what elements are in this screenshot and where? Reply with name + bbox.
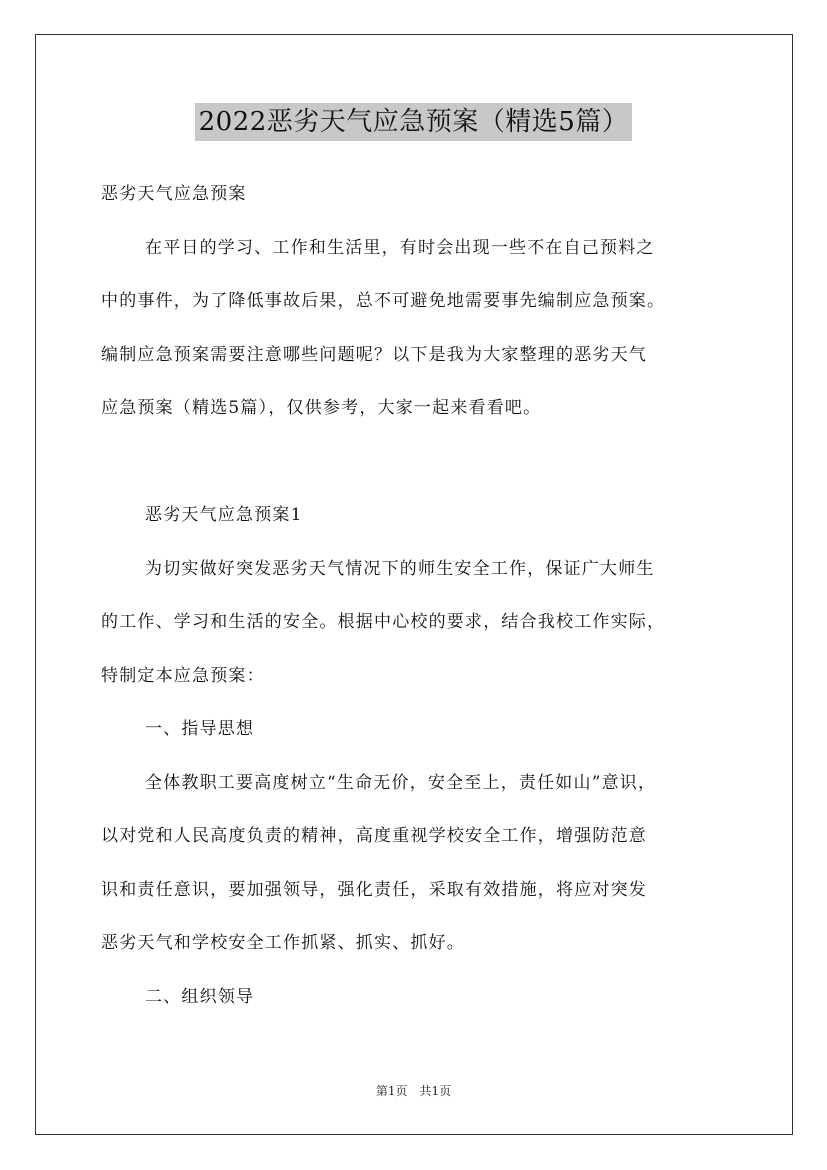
intro-heading: 恶劣天气应急预案 [101,184,247,204]
paragraph-line: 全体教职工要高度树立“生命无价，安全至上，责任如山”意识， [145,772,657,793]
paragraph-line: 应急预案（精选5篇），仅供参考，大家一起来看看吧。 [101,398,542,418]
paragraph-line: 恶劣天气和学校安全工作抓紧、抓实、抓好。 [101,933,465,953]
subsection-heading-organization: 二、组织领导 [145,986,255,1007]
paragraph-line: 特制定本应急预案： [101,665,265,686]
paragraph-line: 编制应急预案需要注意哪些问题呢？以下是我为大家整理的恶劣天气 [101,344,647,365]
paragraph-line: 的工作、学习和生活的安全。根据中心校的要求，结合我校工作实际， [101,612,666,632]
title-container [0,103,827,141]
paragraph-line: 在平日的学习、工作和生活里，有时会出现一些不在自己预料之 [145,237,655,258]
paragraph-line: 以对党和人民高度负责的精神，高度重视学校安全工作，增强防范意 [101,826,647,846]
page-footer: 第1页 共1页 [375,1084,452,1098]
paragraph-line: 为切实做好突发恶劣天气情况下的师生安全工作，保证广大师生 [145,558,655,579]
blank-line [101,436,741,490]
paragraph-line: 识和责任意识，要加强领导，强化责任，采取有效措施，将应对突发 [101,879,647,900]
document-body [101,168,741,1024]
section-heading: 恶劣天气应急预案1 [145,505,303,525]
paragraph-line: 中的事件，为了降低事故后果，总不可避免地需要事先编制应急预案。 [101,291,666,311]
document-title: 2022恶劣天气应急预案（精选5篇） [195,103,633,141]
subsection-heading-guiding-ideology: 一、指导思想 [145,719,255,739]
